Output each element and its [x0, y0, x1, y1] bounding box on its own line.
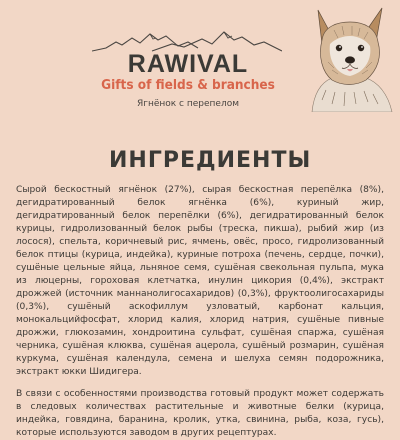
product-variant: Ягнёнок с перепелом — [136, 99, 240, 109]
ingredients-body — [16, 184, 384, 440]
allergen-notice: В связи с особенностями производства готовый продукт может содержать в следовых количествах растительные и животные белки (курица, индейка, говядина, баранина, кролик, утка, свинина, рыба, коза, гусь), которые используются заводом в других рецептурах. — [16, 389, 384, 438]
mountains-icon — [92, 30, 282, 52]
brand-block — [0, 0, 300, 120]
brand-tagline: Gifts of fields & branches — [101, 77, 275, 93]
ingredients-list: Сырой бескостный ягнёнок (27%), сырая бескостная перепёлка (8%), дегидратированный белок ягнёнка (6%), куриный жир, дегидратированный белок перепёлки (6%), дегидратированный белок курицы, гидролизованный белок рыбы (треска, пикша), рыбий жир (из лосося), спельта, коричневый рис, ячмень, овёс, просо, гидролизованный белок птицы (курица, индейка), куриные потроха (печень, сердце, почки), сушёные цельные яйца, льняное семя, сушёная свекольная пульпа, мука из люцерны, гороховая клетчатка, инулин цикория (0,4%), экстракт дрожжей (источник маннанолигосахаридов) (0,3%), фруктоолигосахариды (0,3%), сушёный аскофиллум узловатый, карбонат кальция, монокальцийфосфат, хлорид калия, хлорид натрия, сушёные пивные дрожжи, глюкозамин, хондроитина сульфат, сушёная спаржа, сушёная черника, сушёная клюква, сушёная ацерола, сушёный розмарин, сушёная куркума, сушёная календула, семена и шелуха семян подорожника, экстракт юкки Шидигера. — [16, 185, 384, 377]
brand-logo: RAWIVAL — [127, 50, 249, 78]
ingredients-heading: ИНГРЕДИЕНТЫ — [109, 148, 312, 173]
dog-illustration-icon — [292, 0, 400, 112]
